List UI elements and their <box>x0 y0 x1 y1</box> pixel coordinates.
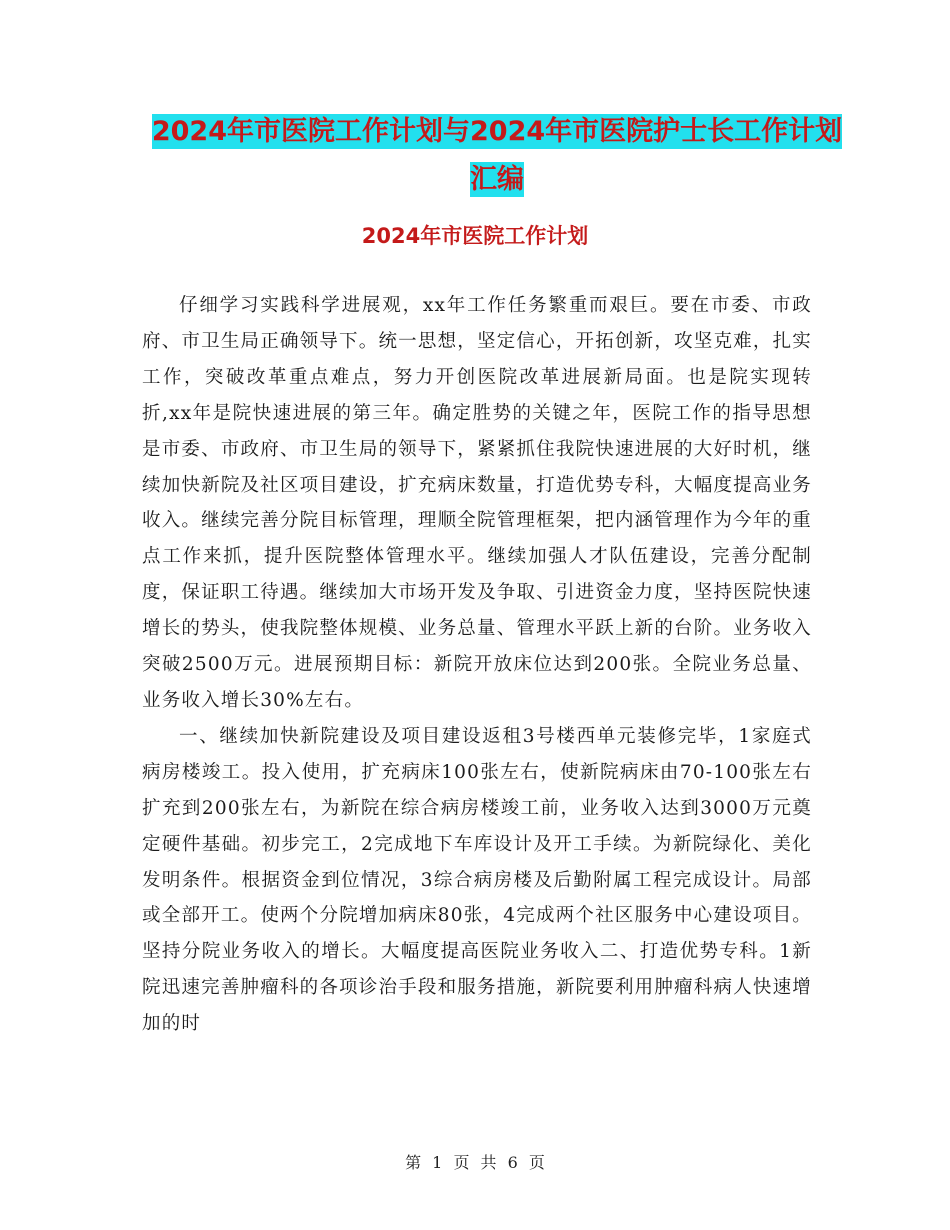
paragraph: 仔细学习实践科学进展观，xx年工作任务繁重而艰巨。要在市委、市政府、市卫生局正确领导下。统一思想，坚定信心，开拓创新，攻坚克难，扎实工作，突破改革重点难点，努力开创医院改革进展新局面。也是院实现转折,xx年是院快速进展的第三年。确定胜势的关键之年，医院工作的指导思想是市委、市政府、市卫生局的领导下，紧紧抓住我院快速进展的大好时机，继续加快新院及社区项目建设，扩充病床数量，打造优势专科，大幅度提高业务收入。继续完善分院目标管理，理顺全院管理框架，把内涵管理作为今年的重点工作来抓，提升医院整体管理水平。继续加强人才队伍建设，完善分配制度，保证职工待遇。继续加大市场开发及争取、引进资金力度，坚持医院快速增长的势头，使我院整体规模、业务总量、管理水平跃上新的台阶。业务收入突破2500万元。进展预期目标：新院开放床位达到200张。全院业务总量、业务收入增长30%左右。 <box>142 295 812 711</box>
paragraph: 一、继续加快新院建设及项目建设返租3号楼西单元装修完毕，1家庭式病房楼竣工。投入使用，扩充病床100张左右，使新院病床由70-100张左右扩充到200张左右，为新院在综合病房楼竣工前，业务收入达到3000万元奠定硬件基础。初步完工，2完成地下车库设计及开工手续。为新院绿化、美化发明条件。根据资金到位情况，3综合病房楼及后勤附属工程完成设计。局部或全部开工。使两个分院增加病床80张，4完成两个社区服务中心建设项目。坚持分院业务收入的增长。大幅度提高医院业务收入二、打造优势专科。1新院迅速完善肿瘤科的各项诊治手段和服务措施，新院要利用肿瘤科病人快速增加的时 <box>142 725 812 1035</box>
document-title-text: 2024年市医院工作计划与2024年市医院护士长工作计划汇编 <box>151 116 843 195</box>
document-body <box>142 288 812 1042</box>
document-title <box>140 108 854 204</box>
page-footer: 第 1 页 共 6 页 <box>405 1153 545 1172</box>
section-title: 2024年市医院工作计划 <box>361 224 589 248</box>
